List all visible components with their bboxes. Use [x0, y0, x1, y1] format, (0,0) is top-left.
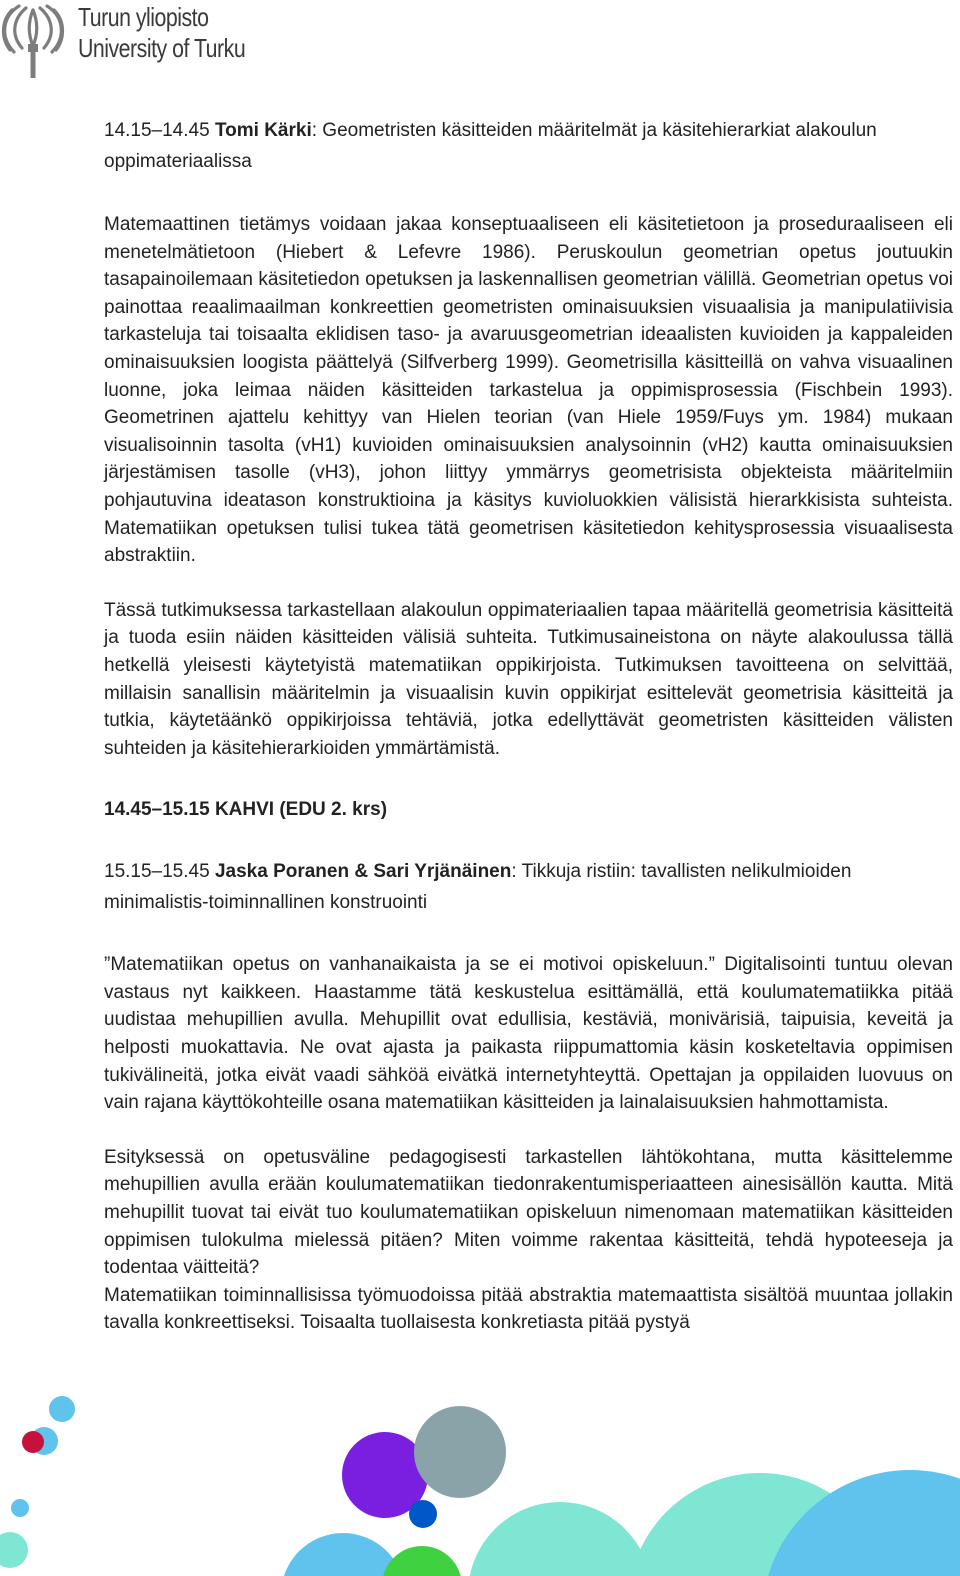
decorative-circles	[0, 1380, 960, 1576]
coffee-break-heading	[104, 794, 953, 825]
abstract-paragraph-5: Matematiikan toiminnallisissa työmuodoissa pitää abstraktia matemaattista sisältöä muuntaa jollakin tavalla konkreettiseksi. Toisaalta tuollaisesta konkretiasta pitää pystyä	[104, 1284, 953, 1334]
abstract-paragraph-2: Tässä tutkimuksessa tarkastellaan alakoulun oppimateriaalien tapaa määritellä geometrisia käsitteitä ja tuoda esiin näiden käsitteiden välisiä suhteita. Tutkimusaineistona on näyte alakoulussa tällä hetkellä yleisesti käytetyistä matematiikan oppikirjoista. Tutkimuksen tavoitteena on selvittää, millaisin sanallisin määritelmin ja visuaalisin kuvin oppikirjat esittelevät geometrisia käsitteitä ja tutkia, käytetäänkö oppikirjoissa tehtäviä, jotka edellyttävät geometristen käsitteiden välisten suhteiden ja käsitehierarkioiden ymmärtämistä.	[104, 599, 953, 759]
abstract-paragraph-1: Matemaattinen tietämys voidaan jakaa konseptuaaliseen eli käsitetietoon ja proseduraaliseen eli menetelmätietoon (Hiebert & Lefevre 1986). Peruskoulun geometrian opetus joutuukin tasapainoilemaan käsitetiedon opetuksen ja laskennallisen geometrian välillä. Geometrian opetus voi painottaa reaalimaailman konkreettien geometristen ominaisuuksien visuaalisia ja manipulatiivisia tarkasteluja tai toisaalta eklidisen taso- ja avaruusgeometrian ideaalisten kuvioiden ja kappaleiden ominaisuuksien loogista päättelyä (Silfverberg 1999). Geometrisilla käsitteillä on vahva visuaalinen luonne, joka leimaa näiden käsitteiden tarkastelua ja oppimisprosessia (Fischbein 1993). Geometrinen ajattelu kehittyy van Hielen teorian (van Hiele 1959/Fuys ym. 1984) mukaan visualisoinnin tasolta (vH1) kuvioiden ominaisuuksien analysoinnin (vH2) kautta ominaisuuksien järjestämisen tasolle (vH3), johon liittyy ymmärrys geometrisista objekteista määritelmiin pohjautuvina ideatason konstruktioina ja käsitys kuvioluokkien välisistä hierarkkisista suhteista. Matematiikan opetuksen tulisi tukea tätä geometrisen käsitetiedon kehitysprosessia visuaalisesta abstraktiin.	[104, 214, 953, 567]
logo-line-english: University of Turku	[78, 33, 246, 63]
session-speaker: Jaska Poranen & Sari Yrjänäinen	[214, 861, 512, 883]
logo-line-finnish: Turun yliopisto	[78, 2, 209, 32]
circle-cyan-small	[49, 1396, 75, 1422]
circle-blue-small	[409, 1500, 437, 1528]
coffee-break-text: 14.45–15.15 KAHVI (EDU 2. krs)	[104, 799, 388, 821]
session-time: 14.15–14.45	[104, 120, 210, 141]
session-speaker: Tomi Kärki	[214, 120, 312, 141]
session-title: : Tikkuja ristiin: tavallisten nelikulmioiden minimalistis-toiminnallinen konstruointi	[104, 861, 852, 914]
circle-green	[382, 1546, 462, 1576]
document-body	[104, 115, 953, 1337]
session-heading-2	[104, 856, 953, 918]
session-time: 15.15–15.45	[104, 861, 210, 883]
session-title: : Geometristen käsitteiden määritelmät ja käsitehierarkiat alakoulun oppimateriaalissa	[104, 120, 877, 172]
logo-wordmark	[78, 2, 282, 64]
circle-gray	[414, 1406, 506, 1498]
abstract-paragraph-3: ”Matematiikan opetus on vanhanaikaista ja se ei motivoi opiskeluun.” Digitalisointi tuntuu olevan vastaus nyt kaikkeen. Haastamme tätä keskustelua esittämällä, että koulumatematiikka pitää uudistaa mehupillien avulla. Mehupillit ovat edullisia, kestäviä, monivärisiä, taipuisia, keveitä ja helposti muokattavia. Ne ovat ajasta ja paikasta riippumattomia käsin kosketeltavia oppimisen tukivälineitä, jotka eivät vaadi sähköä eivätkä internetyhteyttä. Opettajan ja oppilaiden luovuus on vain rajana käyttökohteille osana matematiikan käsitteiden ja lainalaisuuksien hahmottamista.	[104, 954, 953, 1114]
session-heading-1	[104, 115, 953, 177]
circle-aqua-mid	[468, 1502, 652, 1576]
circle-aqua-left	[0, 1532, 28, 1568]
university-logo	[0, 0, 270, 80]
torch-emblem-icon	[0, 0, 66, 80]
circle-cyan-dot	[11, 1499, 29, 1517]
abstract-paragraph-4: Esityksessä on opetusväline pedagogisesti tarkastellen lähtökohtana, mutta käsittelemme mehupillien avulla erään koulumatematiikan tiedonrakentumisperiaatteen ainesisällön kautta. Mitä mehupillit tuovat tai eivät tuo koulumatematiikan opiskeluun nimenomaan matematiikan käsitteiden oppimisen tulokulma mielessä pitäen? Miten voimme rakentaa käsitteitä, tehdä hypoteeseja ja todentaa väitteitä?	[104, 1146, 953, 1279]
circle-crimson	[22, 1431, 44, 1453]
